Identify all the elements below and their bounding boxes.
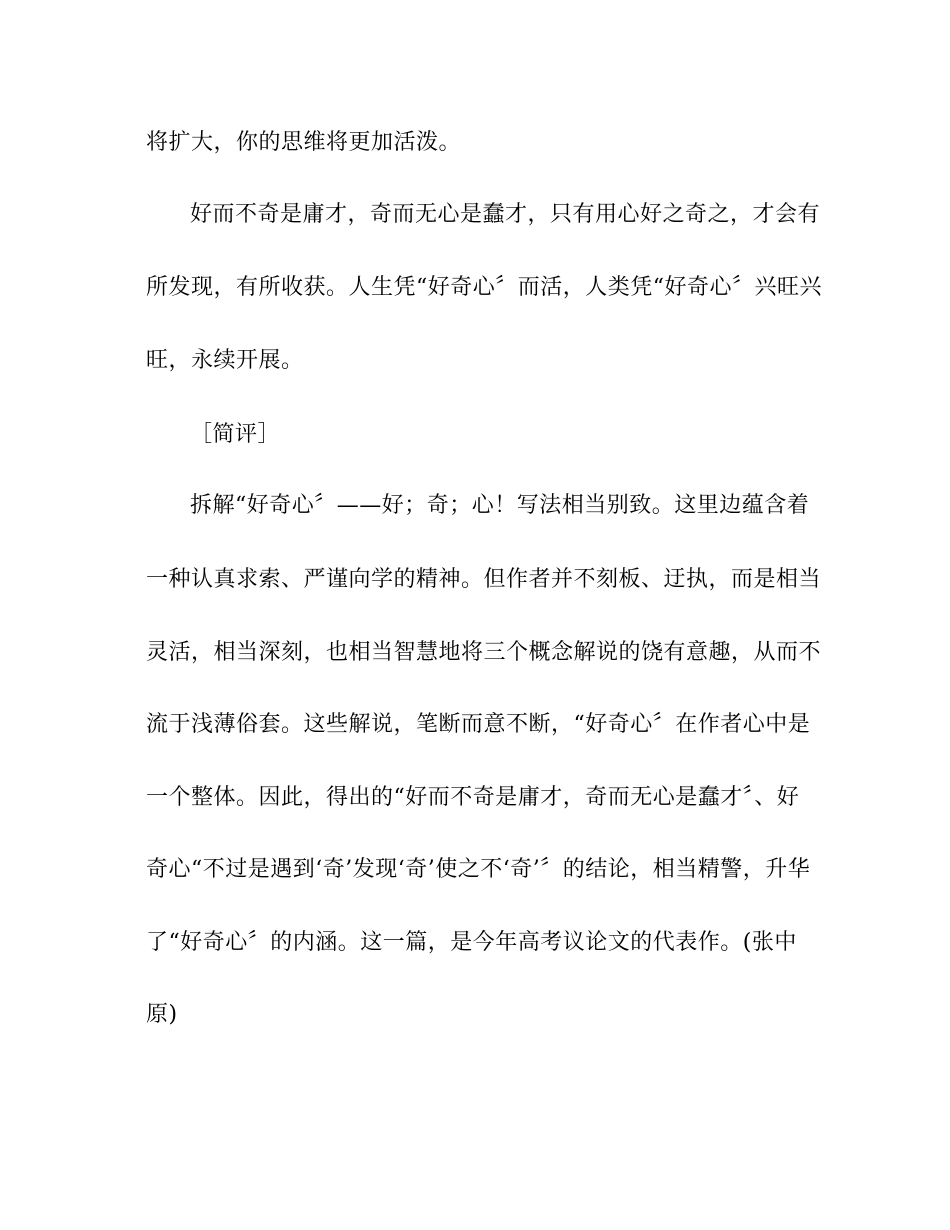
text-line-13: 原) bbox=[146, 1002, 178, 1027]
text-line-1: 将扩大，你的思维将更加活泼。 bbox=[146, 130, 462, 155]
section-heading-review: ［简评］ bbox=[190, 422, 281, 447]
text-line-7: 一种认真求索、严谨向学的精神。但作者并不刻板、迂执，而是相当 bbox=[146, 567, 822, 592]
text-line-8: 灵活，相当深刻，也相当智慧地将三个概念解说的饶有意趣，从而不 bbox=[146, 640, 822, 665]
text-line-11: 奇心“不过是遇到‘奇’发现‘奇’使之不‘奇’〞的结论，相当精警，升华 bbox=[146, 857, 811, 882]
text-line-4: 旺，永续开展。 bbox=[146, 348, 304, 373]
text-line-3: 所发现，有所收获。人生凭“好奇心〞而活，人类凭“好奇心〞兴旺兴 bbox=[146, 275, 822, 300]
text-line-12: 了“好奇心〞的内涵。这一篇，是今年高考议论文的代表作。(张中 bbox=[146, 930, 797, 955]
text-line-9: 流于浅薄俗套。这些解说，笔断而意不断，“好奇心〞在作者心中是 bbox=[146, 712, 811, 737]
text-line-6: 拆解“好奇心〞——好；奇；心！写法相当别致。这里边蕴含着 bbox=[190, 493, 810, 518]
text-line-10: 一个整体。因此，得出的“好而不奇是庸才，奇而无心是蠢才〞、好 bbox=[146, 785, 800, 810]
text-line-2: 好而不奇是庸才，奇而无心是蠢才，只有用心好之奇之，才会有 bbox=[190, 202, 821, 227]
